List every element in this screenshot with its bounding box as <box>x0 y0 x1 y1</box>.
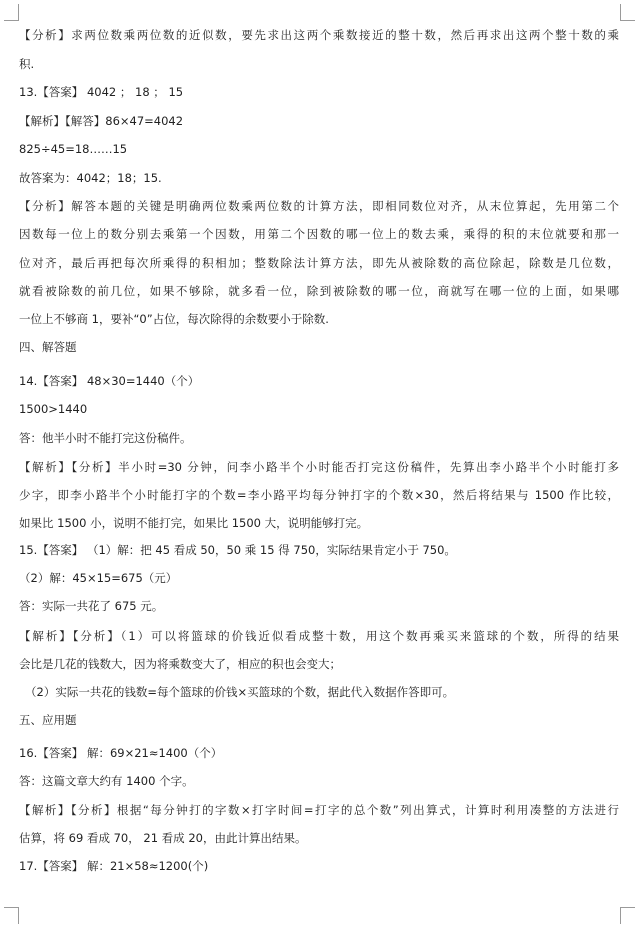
calculation-line: 825÷45=18……15 <box>19 142 128 156</box>
explanation-line: 少字，即李小路半个小时能打字的个数=李小路平均每分钟打字的个数×30，然后将结果与 1500 作比较， <box>19 488 619 502</box>
answer-line: 答：实际一共花了 675 元。 <box>19 599 164 613</box>
analysis-line: 一位上不够商 1，要补“0”占位，每次除得的余数要小于除数. <box>19 312 329 326</box>
analysis-line: 【分析】解答本题的关键是明确两位数乘两位数的计算方法，即相同数位对齐，从末位算起，先用第二个 <box>19 199 619 213</box>
section-heading: 五、应用题 <box>19 713 77 727</box>
explanation-line: 【解析】【分析】根据“每分钟打的字数×打字时间=打字的总个数”列出算式，计算时利用凑整的方法进行 <box>19 803 619 817</box>
explanation-line: （2）实际一共花的钱数=每个篮球的价钱×买篮球的个数，据此代入数据作答即可。 <box>25 685 455 699</box>
crop-mark-bottom-right <box>620 907 635 924</box>
section-heading: 四、解答题 <box>19 340 77 354</box>
calculation-line: 1500>1440 <box>19 402 88 416</box>
explanation-line: 【解析】【分析】（1）可以将篮球的价钱近似看成整十数，用这个数再乘买来篮球的个数，所得的结果 <box>19 629 619 643</box>
explanation-line: 如果比 1500 小，说明不能打完，如果比 1500 大，说明能够打完。 <box>19 516 369 530</box>
answer-line: 答：这篇文章大约有 1400 个字。 <box>19 774 194 788</box>
answer-heading: 16.【答案】 解：69×21≈1400（个） <box>19 746 223 760</box>
analysis-line: 因数每一位上的数分别去乘第一个因数，用第二个因数的哪一位上的数去乘，乘得的积的末位就要和那一 <box>19 227 619 241</box>
answer-heading: 14.【答案】 48×30=1440（个） <box>19 374 200 388</box>
explanation-line: 【解析】【分析】半小时=30 分钟，问李小路半个小时能否打完这份稿件，先算出李小路半个小时能打多 <box>19 460 619 474</box>
answer-heading: 13.【答案】 4042 ； 18 ； 15 <box>19 85 184 99</box>
explanation-line: 会比是几花的钱数大，因为将乘数变大了，相应的积也会变大； <box>19 657 341 671</box>
explanation-line: 估算，将 69 看成 70， 21 看成 20，由此计算出结果。 <box>19 831 307 845</box>
analysis-line: 积. <box>19 57 35 71</box>
analysis-line: 【分析】求两位数乘两位数的近似数，要先求出这两个乘数接近的整十数，然后再求出这两个整十数的乘 <box>19 28 619 42</box>
explanation-line: 【解析】【解答】86×47=4042 <box>19 114 184 128</box>
crop-mark-top-right <box>620 4 635 21</box>
crop-mark-top-left <box>4 4 19 21</box>
answer-line: 答：他半小时不能打完这份稿件。 <box>19 431 192 445</box>
answer-line: 故答案为：4042；18；15. <box>19 171 162 185</box>
crop-mark-bottom-left <box>4 907 19 924</box>
analysis-line: 位对齐，最后再把每次所乘得的积相加；整数除法计算方法，即先从被除数的高位除起，除数是几位数， <box>19 256 619 270</box>
answer-line: （2）解：45×15=675（元） <box>19 571 178 585</box>
answer-heading: 15.【答案】 （1）解：把 45 看成 50，50 乘 15 得 750，实际结果肯定小于 750。 <box>19 543 456 557</box>
answer-heading: 17.【答案】 解：21×58≈1200(个) <box>19 859 209 873</box>
analysis-line: 就看被除数的前几位，如果不够除，就多看一位，除到被除数的哪一位，商就写在哪一位的上面，如果哪 <box>19 284 619 298</box>
